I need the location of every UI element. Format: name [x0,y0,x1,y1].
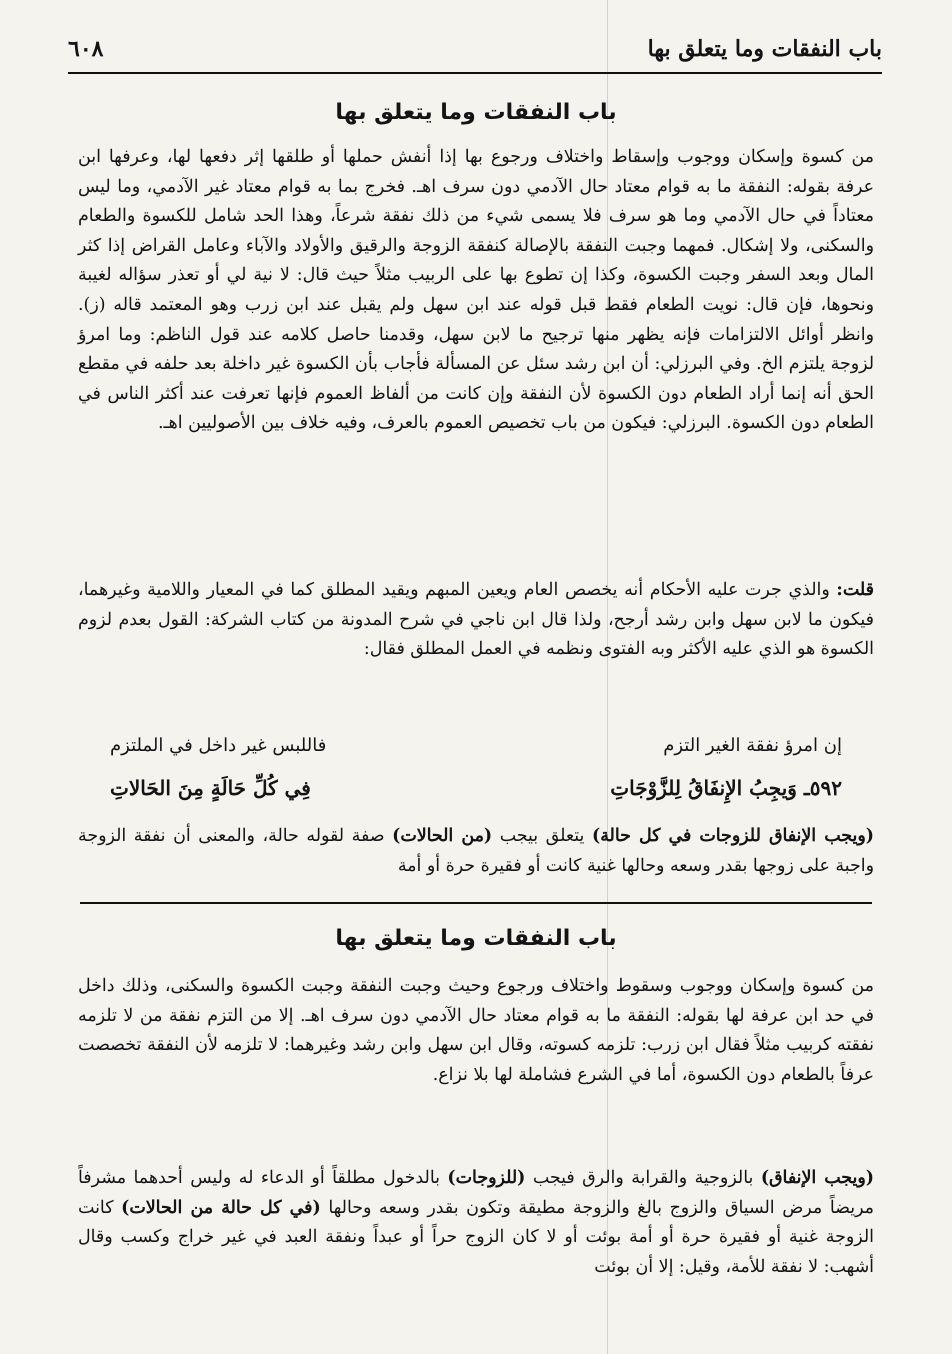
upper-paragraph-3-bold-2: (من الحالات) [392,826,493,846]
lower-paragraph-2-c: كانت الزوجة غنية أو فقيرة حرة أو أمة بوئت أو لا كان الزوج حراً أو عبداً ونفقة العبد في غير خراج وكسب وقال أشهب: لا نفقة للأمة، وقيل: إلا أن بوئت [78,1197,874,1277]
lower-paragraph-1-block [78,972,874,1090]
page-number: ٦٠٨ [68,36,104,62]
lower-section-title: باب النفقات وما يتعلق بها [335,926,617,951]
lower-paragraph-1: من كسوة وإسكان ووجوب وسقوط واختلاف ورجوع وحيث وجبت النفقة وجبت الكسوة والسكنى، وذلك داخل في حد ابن عرفة لها بقوله: النفقة ما به قوام معتاد حال الآدمي دون سرف اهـ. إلا من التزم نفقة من لا تلزمه نفقته كربيب مثلاً فقال ابن زرب: تلزمه كسوته، وقال ابن سهل وابن رشد وغيرهما: لا تلزمه لأن النفقة تخصصت عرفاً بالطعام دون الكسوة، أما في الشرع فشاملة لها بلا نزاع. [78,976,874,1085]
lower-paragraph-2-b: بالدخول مطلقاً أو الدعاء له وليس أحدهما مشرفاً مريضاً مرض السياق والزوج بالغ والزوجة مطيقة وتكون بقدر وسعه وحالها [78,1168,874,1218]
header-rule [68,72,882,74]
verse-2-left-hemistich: فِي كُلِّ حَالَةٍ مِنَ الحَالاتِ [110,776,311,800]
upper-paragraph-3-rest: صفة لقوله حالة، والمعنى أن نفقة الزوجة واجبة على زوجها بقدر وسعه وحالها غنية كانت أو فقيرة حرة أو أمة [78,826,874,876]
verse-2 [110,776,842,810]
section-divider [80,902,872,904]
lower-title-block [78,926,874,951]
upper-paragraph-2-block [78,576,874,665]
lower-paragraph-2-bold-2: (للزوجات) [447,1168,526,1188]
verse-2-right-hemistich: وَيجِبُ الإِنفَاقُ لِلزَّوْجَاتِ [610,776,797,800]
lower-paragraph-2-bold-1: (ويجب الإنفاق) [760,1168,874,1188]
upper-section-title: باب النفقات وما يتعلق بها [335,100,617,125]
upper-paragraph-2 [78,576,874,665]
lower-paragraph-2-bold-3: (في كل حالة من الحالات) [121,1197,321,1218]
verse-1-left-hemistich: فاللبس غير داخل في الملتزم [110,735,327,756]
running-title: باب النفقات وما يتعلق بها [647,36,882,62]
verse-1 [110,735,842,765]
upper-paragraph-3-mid: يتعلق بيجب [492,826,592,846]
lower-paragraph-2 [78,1164,874,1282]
upper-paragraph-1-block [78,143,874,439]
upper-paragraph-1: من كسوة وإسكان ووجوب وإسقاط واختلاف ورجوع بها إذا أنفش حملها أو طلقها إثر دفعها لها، وعرفها ابن عرفة بقوله: النفقة ما به قوام معتاد حال الآدمي دون سرف اهـ. فخرج بما به قوام معتاد غير الآدمي، وما ليس معتاداً في حال الآدمي وما هو سرف فلا يسمى شيء من ذلك نفقة شرعاً، وهذا الحد شامل للكسوة والطعام والسكنى، ولا إشكال. فمهما وجبت النفقة بالإصالة كنفقة الزوجة والرقيق والأولاد والآباء وعامل القراض إذا كثر المال وبعد السفر وجبت الكسوة، وكذا إن تطوع بها على الربيب مثلاً حيث قال: لا نية لي أو تعذر سؤاله لغيبة ونحوها، فإن قال: نويت الطعام فقط قبل قوله عند ابن سهل ولم يقبل عند ابن زرب وهو المعتمد قاله (ز). وانظر أوائل الالتزامات فإنه يظهر منها ترجيح ما لابن سهل، وقدمنا حاصل كلامه عند قول الناظم: وما امرؤ لزوجة يلتزم الخ. وفي البرزلي: أن ابن رشد سئل عن المسألة فأجاب بأن الكسوة غير داخلة بعد حلفه في مقطع الحق أنه إنما أراد الطعام دون الكسوة لأن النفقة وإن كانت من ألفاظ العموم فإنها تعرفت عند أكثر الناس في الطعام دون الكسوة. البرزلي: فيكون من باب تخصيص العموم بالعرف، وفيه خلاف بين الأصوليين اهـ. [78,147,874,434]
upper-paragraph-2-text: والذي جرت عليه الأحكام أنه يخصص العام ويعين المبهم ويقيد المطلق كما في المعيار واللامية وغيرهما، فيكون ما لابن سهل وابن رشد أرجح، ولذا قال ابن ناجي في شرح المدونة من كتاب الشركة: القول بعدم لزوم الكسوة هو الذي عليه الأكثر وبه الفتوى ونظمه في العمل المطلق فقال: [78,580,874,660]
upper-paragraph-3 [78,822,874,881]
lower-paragraph-2-a: بالزوجية والقرابة والرق فيجب [525,1168,761,1188]
verse-2-right-group [610,776,842,800]
lower-paragraph-2-block [78,1164,874,1282]
verse-1-right-hemistich: إن امرؤ نفقة الغير التزم [663,735,842,756]
upper-paragraph-3-bold-1: (ويجب الإنفاق للزوجات في كل حالة) [591,826,874,846]
qultu-label: قلت: [836,580,874,600]
page-header [68,30,882,70]
upper-title-block [78,100,874,125]
upper-paragraph-3-block [78,822,874,881]
verse-number: ٥٩٢ـ [803,776,842,800]
